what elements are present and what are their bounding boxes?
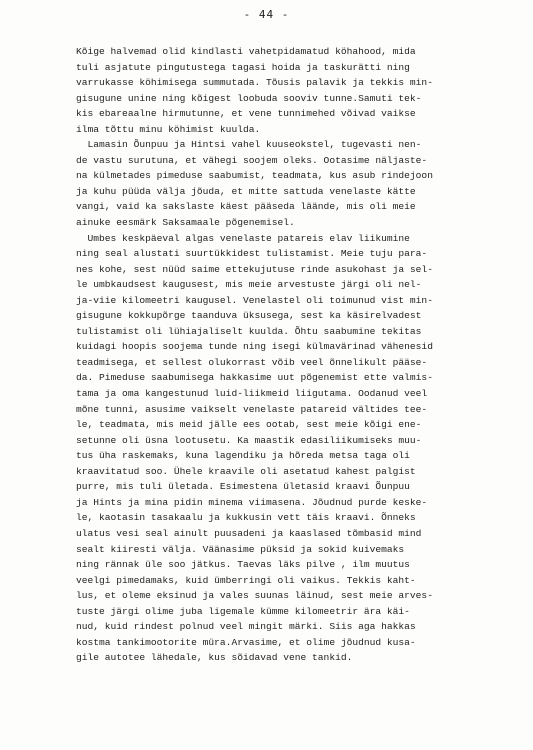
- text-line: kostma tankimootorite müra.Arvasime, et olime jõudnud kusa-: [76, 636, 416, 648]
- text-line: nud, kuid rindest polnud veel mingit märki. Siis aga hakkas: [76, 621, 416, 633]
- text-line: le, kaotasin tasakaalu ja kukkusin vett täis kraavi. Õnneks: [76, 512, 416, 524]
- text-line: tuste järgi olime juba ligemale kümme kilomeetrir ära käi-: [76, 605, 410, 617]
- text-line: Lamasin Õunpuu ja Hintsi vahel kuuseokstel, tugevasti nen-: [76, 139, 422, 151]
- text-line: ning rännak üle soo jätkus. Taevas läks pilve , ilm muutus: [76, 559, 410, 571]
- text-line: ning seal alustati suurtükkidest tulistamist. Meie tuju para-: [76, 248, 428, 260]
- text-line: varrukasse köhimisega summutada. Tõusis palavik ja tekkis min-: [76, 77, 433, 89]
- text-line: setunne oli üsna lootusetu. Ka maastik edasiliikumiseks muu-: [76, 434, 422, 446]
- text-line: ilma tõttu minu köhimist kuulda.: [76, 123, 261, 135]
- text-line: ulatus vesi seal ainult puusadeni ja kaaslased tõmbasid mind: [76, 527, 422, 539]
- page-number: - 44 -: [243, 8, 290, 21]
- text-line: tus üha raskemaks, kuna lagendiku ja hõreda metsa taga oli: [76, 450, 410, 462]
- text-line: na külmetades pimeduse saabumist, teadmata, kus asub rindejoon: [76, 170, 433, 182]
- text-line: teadmisega, et sellest olukorrast võib veel õnnelikult pääse-: [76, 356, 428, 368]
- body-text: [76, 44, 516, 666]
- text-line: veelgi pimedamaks, kuid ümberringi oli vaikus. Tekkis kaht-: [76, 574, 416, 586]
- text-line: ja-viie kilomeetri kaugusel. Venelastel oli toimunud vist min-: [76, 294, 433, 306]
- text-line: tuli asjatute pingutustega tagasi hoida ja taskurätti ning: [76, 61, 410, 73]
- text-line: lus, et oleme eksinud ja vales suunas läinud, sest meie arves-: [76, 590, 433, 602]
- text-line: ja Hints ja mina pidin minema viimasena. Jõudnud purde keske-: [76, 496, 428, 508]
- text-line: mõne tunni, asusime vaikselt venelaste patareid vältides tee-: [76, 403, 428, 415]
- text-line: tama ja oma kangestunud luid-liikmeid liigutama. Oodanud veel: [76, 388, 428, 400]
- text-line: Kõige halvemad olid kindlasti vahetpidamatud köhahood, mida: [76, 46, 416, 57]
- text-line: da. Pimeduse saabumisega hakkasime uut põgenemist ette valmis-: [76, 372, 433, 384]
- text-line: sealt kiiresti välja. Väänasime püksid ja sokid kuivemaks: [76, 543, 405, 555]
- text-line: vangi, vaid ka sakslaste käest pääseda läände, mis oli meie: [76, 201, 416, 213]
- text-line: ja kuhu püüda välja jõuda, et mitte sattuda venelaste kätte: [76, 185, 416, 197]
- text-line: tulistamist oli lühiajaliselt kuulda. Õhtu saabumine tekitas: [76, 325, 422, 337]
- text-line: gisugune kokkupõrge taanduva üksusega, sest ka käsirelvadest: [76, 310, 422, 322]
- text-line: nes kohe, sest nüüd saime ettekujutuse rinde asukohast ja sel-: [76, 263, 433, 275]
- text-line: gisugune unine ning kõigest loobuda sooviv tunne.Samuti tek-: [76, 92, 422, 104]
- text-line: purre, mis tuli ületada. Esimestena ületasid kraavi Õunpuu: [76, 481, 410, 493]
- text-line: Umbes keskpäeval algas venelaste patareis elav liikumine: [76, 232, 410, 244]
- text-line: gile autotee lähedale, kus sõidavad vene tankid.: [76, 652, 353, 664]
- text-line: kuidagi hoopis soojema tunde ning isegi külmavärinad vähenesid: [76, 341, 433, 353]
- text-line: le umbkaudsest kaugusest, mis meie arvestuste järgi oli nel-: [76, 279, 422, 291]
- text-line: de vastu surutuna, et vähegi soojem oleks. Ootasime näljaste-: [76, 154, 428, 166]
- text-line: kis ebareaalne hirmutunne, et vene tunnimehed võivad vaikse: [76, 108, 416, 120]
- text-line: ainuke eesmärk Saksamaale põgenemisel.: [76, 217, 295, 229]
- text-line: le, teadmata, mis meid jälle ees ootab, sest meie kõigi ene-: [76, 419, 422, 431]
- text-line: kraavitatud soo. Ühele kraavile oli asetatud kahest palgist: [76, 465, 416, 477]
